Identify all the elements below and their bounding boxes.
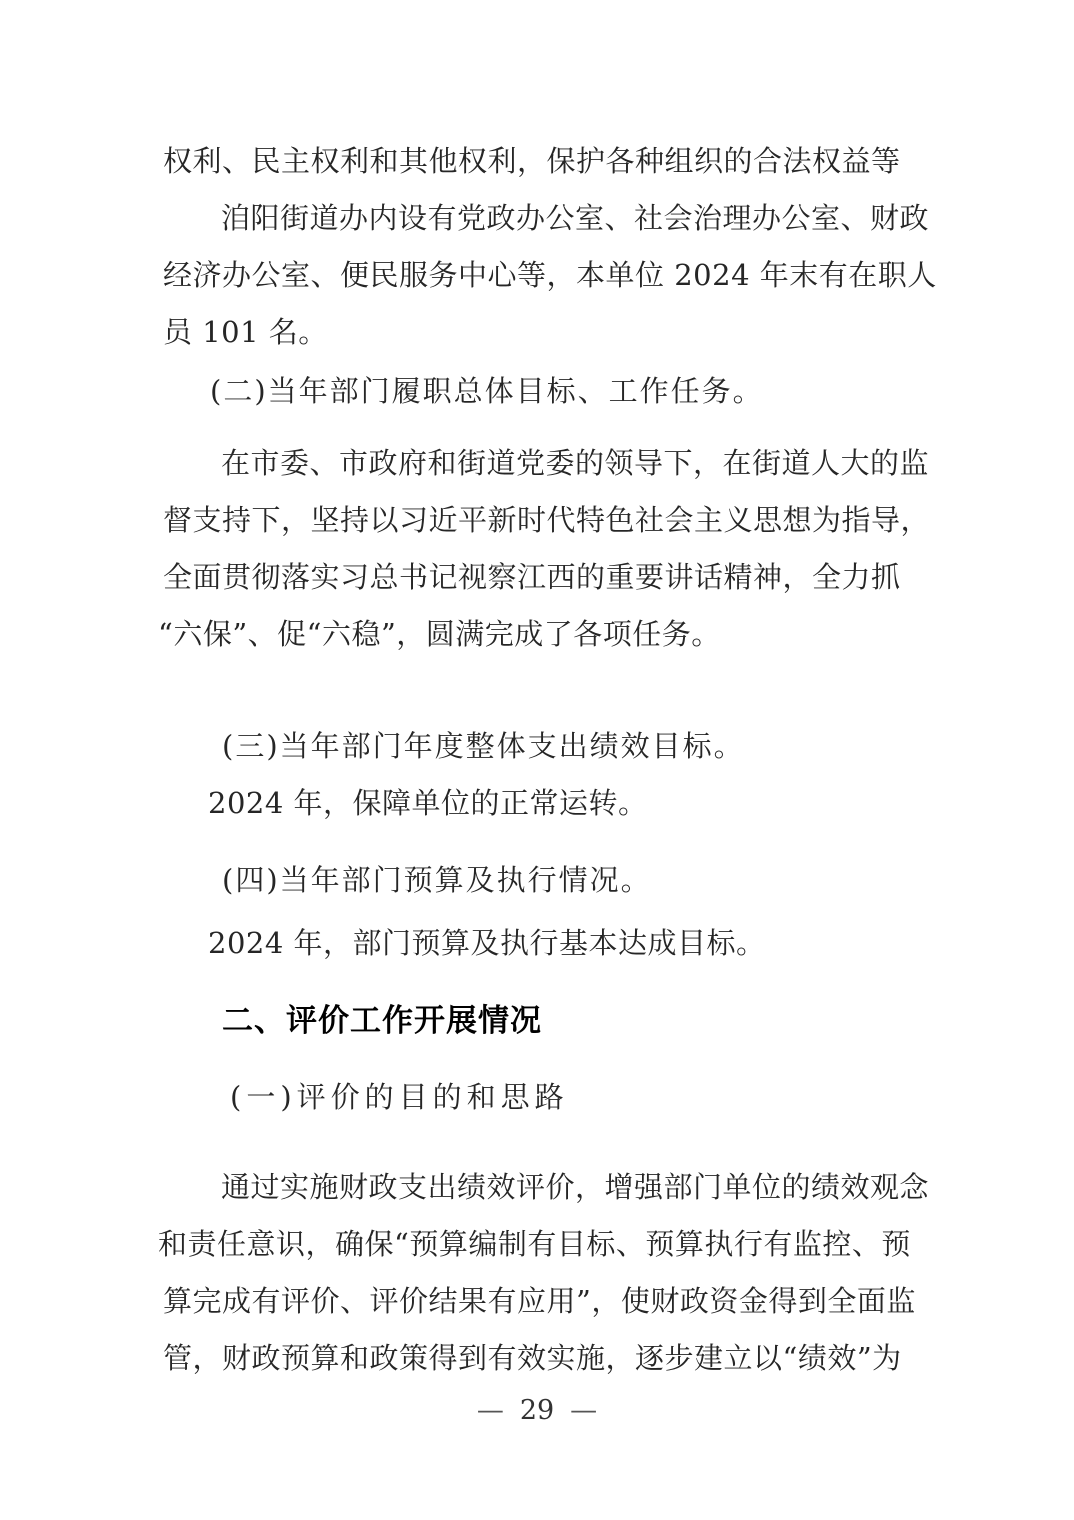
paragraph-line: 和责任意识，确保“预算编制有目标、预算执行有监控、预 <box>158 1227 911 1261</box>
page-footer <box>0 1395 1074 1426</box>
paragraph-line: 2024 年，保障单位的正常运转。 <box>208 786 648 820</box>
subsection-heading-line: (四)当年部门预算及执行情况。 <box>222 863 652 897</box>
paragraph-line: 2024 年，部门预算及执行基本达成目标。 <box>208 926 766 960</box>
paragraph-line: 算完成有评价、评价结果有应用”，使财政资金得到全面监 <box>163 1284 916 1318</box>
paragraph-line: “六保”、促“六稳”，圆满完成了各项任务。 <box>158 617 721 651</box>
paragraph-line: 督支持下，坚持以习近平新时代特色社会主义思想为指导， <box>163 503 931 537</box>
paragraph-line: 通过实施财政支出绩效评价，增强部门单位的绩效观念 <box>221 1170 930 1204</box>
paragraph-line: 洎阳街道办内设有党政办公室、社会治理办公室、财政 <box>221 201 930 235</box>
paragraph-line: 管，财政预算和政策得到有效实施，逐步建立以“绩效”为 <box>163 1341 902 1375</box>
paragraph-line: 经济办公室、便民服务中心等，本单位 2024 年末有在职人 <box>163 258 937 292</box>
paragraph-line: 权利、民主权利和其他权利，保护各种组织的合法权益等 <box>163 144 901 178</box>
subsection-heading-line: (二)当年部门履职总体目标、工作任务。 <box>210 374 764 408</box>
section-heading: 二、评价工作开展情况 <box>222 1003 542 1038</box>
subsection-heading-line: (三)当年部门年度整体支出绩效目标。 <box>222 729 745 763</box>
footer-dash-right: — <box>570 1395 598 1426</box>
paragraph-line: 员 101 名。 <box>163 315 328 349</box>
paragraph-line: 全面贯彻落实习总书记视察江西的重要讲话精神，全力抓 <box>163 560 901 594</box>
paragraph-line: 在市委、市政府和街道党委的领导下，在街道人大的监 <box>221 446 930 480</box>
footer-dash-left: — <box>476 1395 504 1426</box>
subsection-heading-line: (一)评价的目的和思路 <box>230 1080 569 1114</box>
page-number: 29 <box>519 1395 555 1426</box>
